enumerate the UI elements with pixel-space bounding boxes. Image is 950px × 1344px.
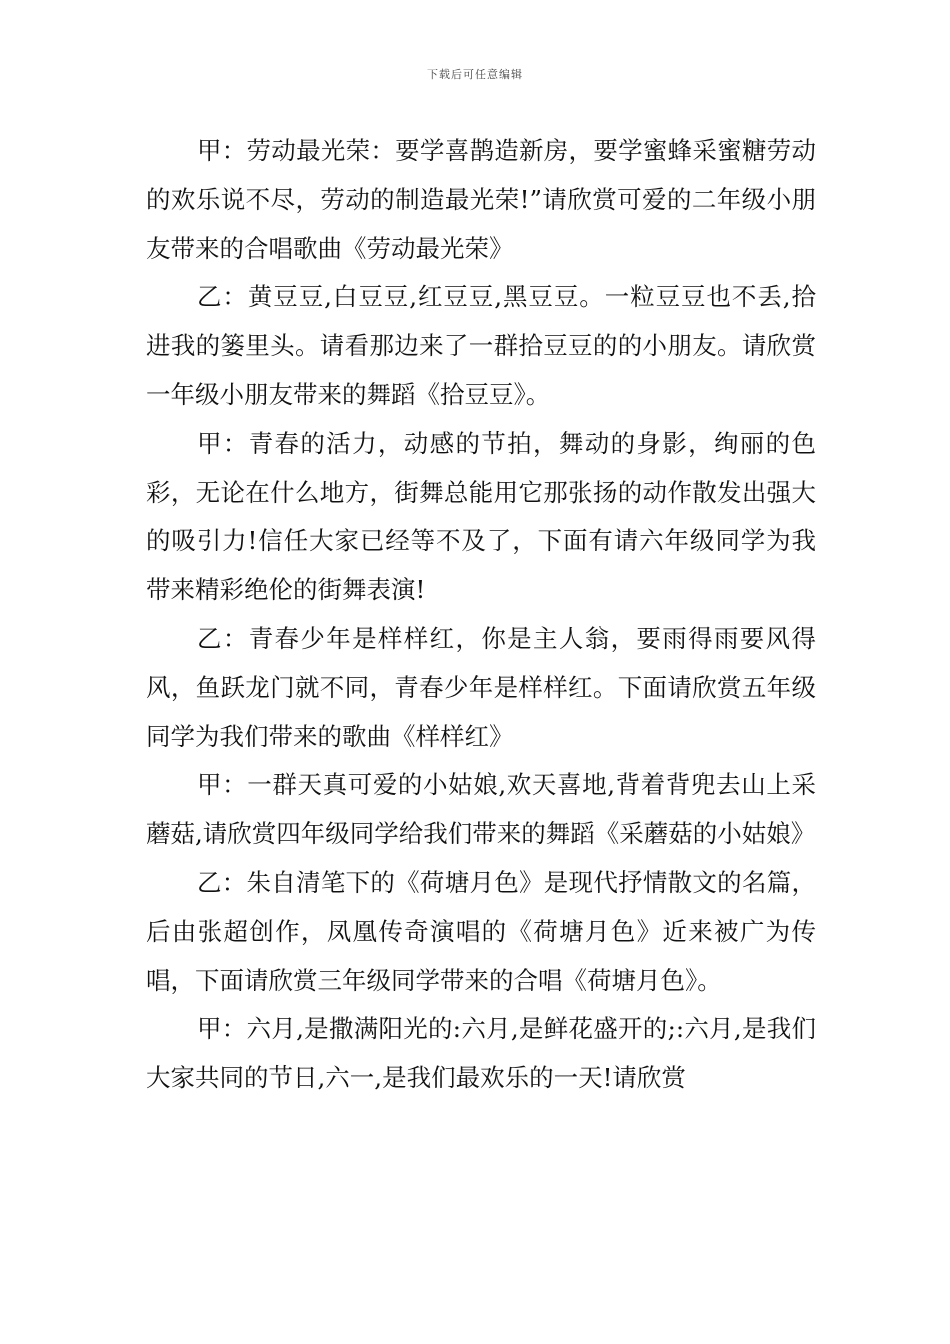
paragraph: 乙：青春少年是样样红，你是主人翁，要雨得雨要风得风，鱼跃龙门就不同，青春少年是样样红。下面请欣赏五年级同学为我们带来的歌曲《样样红》 [146,623,816,751]
page-header: 下载后可任意编辑 [427,68,523,81]
paragraph: 甲：六月,是撒满阳光的:六月,是鲜花盛开的;:六月,是我们大家共同的节日,六一,是我们最欢乐的一天!请欣赏 [146,1014,816,1093]
paragraph: 乙：朱自清笔下的《荷塘月色》是现代抒情散文的名篇，后由张超创作，凤凰传奇演唱的《荷塘月色》近来被广为传唱，下面请欣赏三年级同学带来的合唱《荷塘月色》。 [146,867,816,995]
paragraph: 甲：一群天真可爱的小姑娘,欢天喜地,背着背兜去山上采蘑菇,请欣赏四年级同学给我们带来的舞蹈《采蘑菇的小姑娘》 [146,770,816,849]
paragraph: 甲：青春的活力，动感的节拍，舞动的身影，绚丽的色彩，无论在什么地方，街舞总能用它那张扬的动作散发出强大的吸引力!信任大家已经等不及了，下面有请六年级同学为我带来精彩绝伦的街舞表演! [146,428,816,605]
paragraph: 甲：劳动最光荣：要学喜鹊造新房，要学蜜蜂采蜜糖劳动的欢乐说不尽，劳动的制造最光荣!”请欣赏可爱的二年级小朋友带来的合唱歌曲《劳动最光荣》 [146,136,816,263]
document-body [146,127,816,1103]
paragraph: 乙：黄豆豆,白豆豆,红豆豆,黑豆豆。一粒豆豆也不丢,拾进我的篓里头。请看那边来了一群拾豆豆的的小朋友。请欣赏一年级小朋友带来的舞蹈《拾豆豆》。 [146,282,816,409]
